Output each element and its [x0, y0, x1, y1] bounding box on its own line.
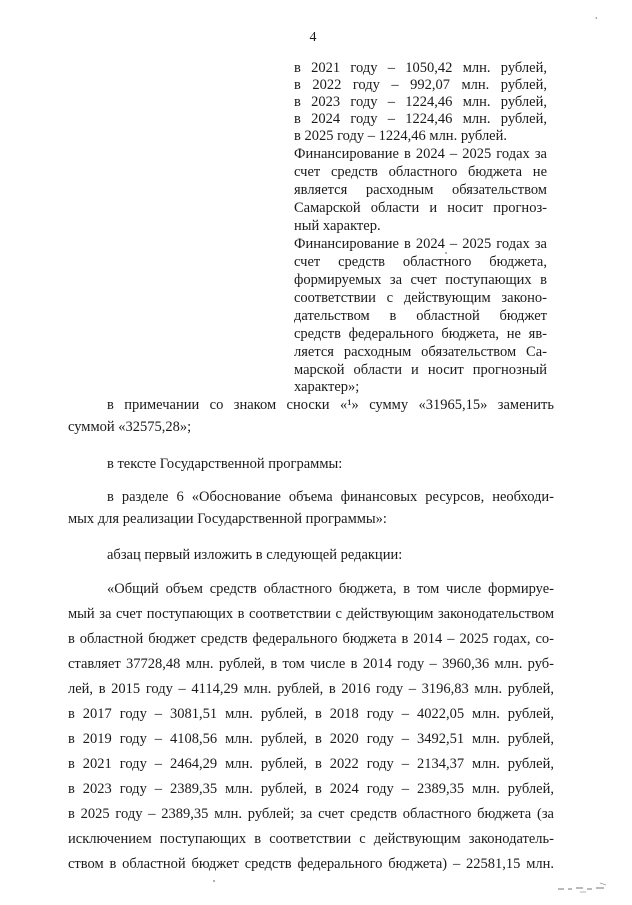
quote-line: «Общий объем средств областного бюджета, в том числе формируе-: [107, 581, 554, 597]
right-column-line: счет средств областного бюджета не: [294, 164, 547, 180]
footnote-instruction: в примечании со знаком сноски «¹» сумму «31965,15» заменить: [107, 397, 554, 413]
quote-line: в областной бюджет средств федерального бюджета в 2014 – 2025 годах, со-: [68, 631, 554, 647]
right-column-line: Самарской области и носит прогноз-: [294, 200, 547, 216]
quote-line: исключением поступающих в соответствии с действующим законодатель-: [68, 831, 554, 847]
right-column-line: ный характер.: [294, 218, 381, 234]
right-column-line: формируемых за счет поступающих в: [294, 272, 547, 288]
quote-line: в 2017 году – 3081,51 млн. рублей, в 2018 году – 4022,05 млн. рублей,: [68, 706, 554, 722]
right-column-line: марской области и носит прогнозный: [294, 362, 547, 378]
right-column-line: в 2025 году – 1224,46 млн. рублей.: [294, 128, 508, 144]
quote-line: в 2019 году – 4108,56 млн. рублей, в 2020 году – 3492,51 млн. рублей,: [68, 731, 554, 747]
scan-speck: [213, 880, 215, 882]
right-column-line: характер»;: [294, 379, 360, 395]
quote-line: в 2021 году – 2464,29 млн. рублей, в 2022 году – 2134,37 млн. рублей,: [68, 756, 554, 772]
right-column-line: дательством в областной бюджет: [294, 308, 547, 324]
right-column-line: ляется расходным обязательством Са-: [294, 344, 547, 360]
right-column-line: Финансирование в 2024 – 2025 годах за: [294, 146, 547, 162]
section-instruction: в разделе 6 «Обоснование объема финансовых ресурсов, необходи-: [107, 489, 554, 505]
quote-line: ством в областной бюджет средств федерального бюджета) – 22581,15 млн.: [68, 856, 554, 872]
right-column-line: счет средств областного бюджета,: [294, 254, 547, 270]
page-number: 4: [309, 30, 317, 45]
quote-line: лей, в 2015 году – 4114,29 млн. рублей, в 2016 году – 3196,83 млн. рублей,: [68, 681, 554, 697]
scan-speck: [445, 252, 447, 254]
right-column-line: в 2022 году – 992,07 млн. рублей,: [294, 77, 547, 93]
quote-line: ставляет 37728,48 млн. рублей, в том числе в 2014 году – 3960,36 млн. руб-: [68, 656, 554, 672]
footnote-instruction-cont: суммой «32575,28»;: [68, 419, 192, 435]
right-column-line: в 2024 году – 1224,46 млн. рублей,: [294, 111, 547, 127]
right-column-line: в 2021 году – 1050,42 млн. рублей,: [294, 60, 547, 76]
quote-line: в 2025 году – 2389,35 млн. рублей; за счет средств областного бюджета (за: [68, 806, 554, 822]
program-text-heading: в тексте Государственной программы:: [107, 456, 343, 472]
right-column-line: является расходным обязательством: [294, 182, 547, 198]
right-column-line: Финансирование в 2024 – 2025 годах за: [294, 236, 547, 252]
section-instruction-cont: мых для реализации Государственной программы»:: [68, 511, 387, 527]
corner-mark: ˈ: [594, 14, 599, 29]
quote-line: в 2023 году – 2389,35 млн. рублей, в 2024 году – 2389,35 млн. рублей,: [68, 781, 554, 797]
scribble-mark: [556, 880, 612, 894]
quote-line: мый за счет поступающих в соответствии с действующим законодательством: [68, 606, 554, 622]
right-column-line: соответствии с действующим законо-: [294, 290, 547, 306]
right-column-line: средств федерального бюджета, не яв-: [294, 326, 547, 342]
right-column-line: в 2023 году – 1224,46 млн. рублей,: [294, 94, 547, 110]
paragraph-instruction: абзац первый изложить в следующей редакции:: [107, 547, 403, 563]
